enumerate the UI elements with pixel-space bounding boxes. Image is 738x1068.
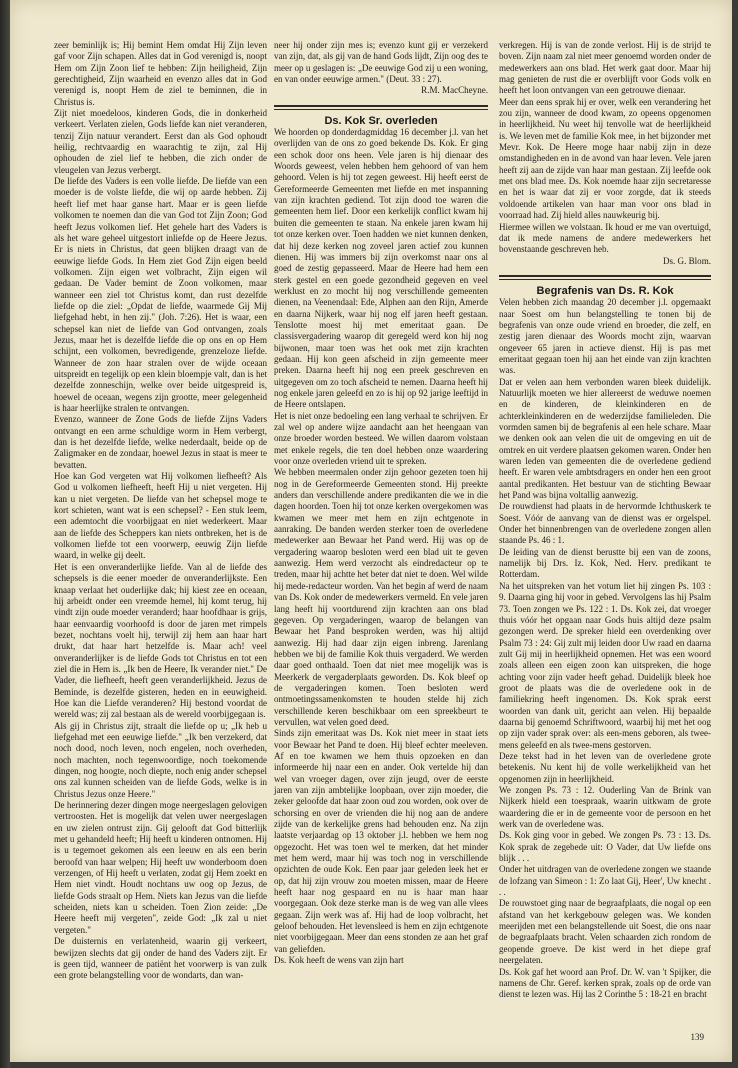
paragraph: Ds. Kok ging voor in gebed. We zongen Ps. 73 : 13. Ds. Kok sprak de zegebede uit: O Vader, dat Uw liefde ons blijk . . . [499, 830, 711, 864]
column-middle [274, 40, 488, 967]
column-middle-paragraphs [274, 127, 488, 966]
column-right-paragraphs [499, 297, 711, 1000]
section-divider [274, 105, 488, 107]
paragraph: De leiding van de dienst berustte bij een van de zoons, namelijk bij Drs. Iz. Kok, Ned. Herv. predikant te Rotterdam. [499, 546, 711, 580]
signature-blom: Ds. G. Blom. [662, 255, 711, 266]
paragraph: De liefde des Vaders is een volle liefde. De liefde van een moeder is de volste liefde, die wij op aarde hebben. Zij heeft lief met haar ganse hart. Maar er is geen liefde volkomen te noemen dan die van God tot Zijn Zoon; God heeft Jezus volkomen lief. Het gehele hart des Vaders is als het ware geheel uitgestort inliefde op de Heere Jezus. Er is niets in Christus, dat geen blijken draagt van de eeuwige liefde Gods. In Hem ziet God Zijn eigen beeld volkomen. Zijn eigen wet volbracht, Zijn eigen wil gedaan. De Vader bemint de Zoon volkomen, maar wanneer een ziel tot Christus komt, dan rust dezelfde liefde op die ziel: „Opdat de liefde, waarmede Gij Mij liefgehad hebt, in hen zij." (Joh. 7:26). Het is waar, een schepsel kan niet de liefde van God ontvangen, zoals Jezus, maar het is dezelfde liefde die op ons en op Hem schijnt, een volkomen, bevredigende, grenzeloze liefde. Wanneer de zon haar stralen over de wijde oceaan uitspreidt en tegelijk op een klein bloempje valt, dan is het dezelfde zonneschijn, welke over beide uitgespreid is, hoewel de oceaan, wegens zijn grootte, meer gelegenheid is haar heerlijke stralen te ontvangen. [54, 176, 267, 413]
paragraph: Dat er velen aan hem verbonden waren bleek duidelijk. Natuurlijk moeten we hier allereerst de weduwe noemen en de kinderen, de kleinkinderen en de achterkleinkinderen en de wederzijdse familieleden. Die vormden samen bij de begrafenis al een hele schare. Maar we denken ook aan velen die uit de omgeving en uit de omtrek en uit verdere plaatsen gekomen waren. Onder hen waren leden van gemeenten die de overledene gediend heeft. Er waren vele ambtsdragers en onder hen een groot aantal predikanten. Het bestuur van de stichting Bewaar het Pand was bijna voltallig aanwezig. [499, 376, 711, 501]
paragraph: zeer beminlijk is; Hij bemint Hem omdat Hij Zijn leven gaf voor Zijn schapen. Alles dat in God verenigd is, noopt Hem om Zijn Zoon lief te hebben: Zijn heiligheid, Zijn gerechtigheid, Zijn waarheid en evenzo alles dat in God verenigd is, noopt Hem de ziel te beminnen, die in Christus is. [54, 40, 267, 107]
paragraph: We zongen Ps. 73 : 12. Ouderling Van de Brink van Nijkerk hield een toespraak, waarin uitkwam de grote waardering die er in de gemeente voor de persoon en het werk van de overledene was. [499, 785, 711, 830]
section-divider [499, 275, 711, 277]
article-heading-begrafenis: Begrafenis van Ds. R. Kok [536, 284, 674, 297]
paragraph: Het is niet onze bedoeling een lang verhaal te schrijven. Er zal wel op andere wijze aandacht aan het heengaan van onze broeder worden besteed. We willen daarom volstaan met enkele regels, die ten doel hebben onze waardering voor onze overleden vriend uit te spreken. [274, 410, 488, 467]
magazine-page [10, 0, 732, 1062]
paragraph: We hoorden op donderdagmiddag 16 december j.l. van het overlijden van de ons zo goed bekende Ds. Kok. Er ging een schok door ons heen. Vele jaren is hij dienaar des Woords geweest, velen hebben hem gehoord of van hem gehoord. Velen is hij tot zegen geweest. Hij heeft eerst de Gereformeerde Gemeenten met liefde en met inspanning van zijn krachten gediend. Tot zijn dood toe waren die gemeenten hem lief. Door een kerkelijk conflict kwam hij buiten die gemeenten te staan. Na enkele jaren kwam hij tot onze kerken over. Toen hadden we niet kunnen denken, dat hij deze kerken nog zoveel jaren actief zou kunnen dienen. Hij was immers bij zijn overkomst naar ons al goed de zestig gepasseerd. Maar de Heere had hem een sterk gestel en een goede gezondheid gegeven en veel werklust en zo mocht hij nog verschillende gemeenten dienen, na Veenendaal: Ede, Alphen aan den Rijn, Amerde en daarna Nijkerk, waar hij nog elf jaren heeft gestaan. Tenslotte moest hij met emeritaat gaan. De classisvergadering waarop dit geregeld werd kon hij nog bijwonen, maar toen was het ook met zijn krachten gedaan. Hij kon geen afscheid in zijn gemeente meer preken. Daarna heeft hij nog een preek geschreven en uitgegeven om zo toch afscheid te nemen. Daarna heeft hij nog enkele jaren geleefd en zo is hij op 92 jarige leeftijd in de Heere ontslapen. [274, 127, 488, 410]
signature-maccheyne: R.M. MacCheyne. [421, 85, 488, 96]
column-left-paragraphs [54, 40, 267, 982]
paragraph: We hebben meermalen onder zijn gehoor gezeten toen hij nog in de Gereformeerde Gemeenten stond. Hij preekte anders dan verschillende andere predikanten die we in die dagen hoorden. Toen hij tot onze kerken overgekomen was kwamen we meer met hem en zijn echtgenote in aanraking. De banden werden sterker toen de overledene medewerker aan Bewaar het Pand werd. Hij was op de vergadering waarop besloten werd een blad uit te geven aanwezig. Hem werd verzocht als eindredacteur op te treden, maar hij achtte het beter dat niet te doen. Wel wilde hij mede-redacteur worden. Van het begin af werd de naam van Ds. Kok onder de medewerkers vermeld. En vele jaren lang heeft hij voortdurend zijn krachten aan ons blad gegeven. Op vergaderingen, waarop de belangen van Bewaar het Pand besproken werden, was hij altijd aanwezig. Hij had daar zijn eigen inbreng. Jarenlang hebben we bij de familie Kok thuis vergaderd. We werden daar goed onthaald. Toen dat niet mee mogelijk was is Meerkerk de vergaderplaats geworden. Ds. Kok bleef op de vergaderingen komen. Toen besloten werd ontmoetingssamenkomsten te houden stelde hij zich verschillende keren beschikbaar om een spreekbeurt te vervullen, wat velen goed deed. [274, 467, 488, 727]
column-right [499, 40, 711, 1001]
paragraph: verkregen. Hij is van de zonde verlost. Hij is de strijd te boven. Zijn naam zal niet meer genoemd worden onder de medewerkers aan ons blad. Het werk gaat door. Maar hij mag genieten de rust die er overblijft voor Gods volk en heeft het loon ontvangen van een getrouwe dienaar. [499, 40, 711, 96]
section-divider-thin [274, 109, 488, 110]
paragraph: De herinnering dezer dingen moge neergeslagen gelovigen vertroosten. Het is mogelijk dat velen uwer neergeslagen en uw zielen ontrust zijn. Gij gelooft dat God bitterlijk met u gehandeld heeft; Hij heeft u kinderen ontnomen. Hij is u tegemoet gekomen als een leeuw en als een berin beroofd van haar welpen; Hij heeft uw wonderboom doen verzengen, of Hij heeft u verlaten, zodat gij Hem zoekt en Hem niet vindt. Houdt nochtans uw oog op Jezus, de liefde Gods straalt op Hem. Niets kan Jezus van die liefde scheiden, niets kan u scheiden. Toen Zion zeide: „De Heere heeft mij vergeten", zeide God: „Ik zal u niet vergeten." [54, 800, 267, 935]
page-binding-edge [0, 0, 10, 1068]
column-left [54, 40, 267, 982]
paragraph: Deze tekst had in het leven van de overledene grote betekenis. Nu kent hij de volle werkelijkheid van het opgenomen zijn in heerlijkheid. [499, 750, 711, 784]
section-divider-thin [499, 279, 711, 280]
paragraph: Het is een onveranderlijke liefde. Van al de liefde des schepsels is die eener moeder de onveranderlijkste. Een knaap verlaat het ouderlijke dak; hij kiest zee en oceaan, hij arbeidt onder een vreemde hemel, hij komt terug, hij vindt zijn oude moeder veranderd; haar hoofdhaar is grijs, haar eenvaardig voorhoofd is door de jaren met rimpels bezet, nochtans voelt hij, terwijl zij hem aan haar hart drukt, dat haar hart hetzelfde is. Maar ach! veel onveranderlijker is de liefde Gods tot Christus en tot een ziel die in Hem is. „Ik ben de Heere, Ik verander niet." De Vader, die liefheeft, heeft geen veranderlijkheid. Jezus de Beminde, is dezelfde gisteren, heden en in eeuwigheid. Hoe kan die Liefde veranderen? Hij bestond voordat de wereld was; zij zal bestaan als de wereld voorbijgegaan is. [54, 561, 267, 720]
paragraph: Na het uitspreken van het votum liet hij zingen Ps. 103 : 9. Daarna ging hij voor in gebed. Vervolgens las hij Psalm 73. Toen zongen we Ps. 122 : 1. Ds. Kok zei, dat vroeger thuis vóór het opgaan naar Gods huis altijd deze psalm gezongen werd. De spreker hield een overdenking over Psalm 73 : 24: Gij zult mij leiden door Uw raad en daarna zult Gij mij in heerlijkheid opnemen. Het was een woord zoals alleen een eigen zoon kan uitspreken, die hoge achting voor zijn vader heeft gehad. Duidelijk bleek hoe groot de plaats was die de overledene ook in de familiekring heeft ingenomen. Ds. Kok sprak eerst woorden van dank uit, gericht aan velen. Hij bepaalde daarna bij genoemd Schriftwoord, waarbij hij met het oog op zijn vader sprak over: als een-mens geboren, als twee-mens geleefd en als twee-mens gestorven. [499, 580, 711, 750]
paragraph: De rouwstoet ging naar de begraafplaats, die nogal op een afstand van het kerkgebouw gelegen was. We konden meerijden met een belangstellende uit Soest, die ons naar de begraafplaats bracht. Velen schaarden zich rondom de geopende groeve. De kist werd in het diepe graf neergelaten. [499, 898, 711, 966]
paragraph: Ds. Kok gaf het woord aan Prof. Dr. W. van 't Spijker, die namens de Chr. Geref. kerken sprak, zoals op de orde van dienst te lezen was. Hij las 2 Corinthe 5 : 18-21 en bracht [499, 966, 711, 1000]
column-right-intro [499, 40, 711, 256]
paragraph: De duisternis en verlatenheid, waarin gij verkeert, bewijzen slechts dat gij onder de hand des Vaders zijt. Er is geen tijd, wanneer de patiënt het voorwerp is van zulk een grote belangstelling voor de wondarts, dan wan- [54, 936, 267, 981]
paragraph: De rouwdienst had plaats in de hervormde Ichthuskerk te Soest. Vóór de aanvang van de dienst was er orgelspel. Onder het binnenbrengen van de overledene zongen allen staande Ps. 46 : 1. [499, 501, 711, 546]
paragraph: Hoe kan God vergeten wat Hij volkomen liefheeft? Als God u volkomen liefheeft, heeft Hij u niet vergeten. Hij kan u niet vergeten. De liefde van het schepsel moge te kort schieten, want wat is een schepsel? - Een stuk leem, een ademtocht die voorbijgaat en niet wederkeert. Maar aan de liefde des Scheppers kan niets ontbreken, het is de volkomen liefde tot een voorwerp, eeuwig Zijn liefde waard, in welke gij deelt. [54, 471, 267, 561]
paragraph: Onder het uitdragen van de overledene zongen we staande de lofzang van Simeon : 1: Zo laat Gij, Heer', Uw knecht . . . [499, 864, 711, 898]
paragraph: Velen hebben zich maandag 20 december j.l. opgemaakt naar Soest om hun belangstelling te tonen bij de begrafenis van onze oude vriend en broeder, die zelf, en zestig jaren dienaar des Woords mocht zijn, waarvan ongeveer 65 jaren in actieve dienst. Hij is pas met emeritaat gegaan toen hij aan het einde van zijn krachten was. [499, 297, 711, 376]
paragraph: Hiermee willen we volstaan. Ik houd er me van overtuigd, dat ik mede namens de andere medewerkers het bovenstaande geschreven heb. [499, 221, 711, 255]
article-heading-overleden: Ds. Kok Sr. overleden [324, 114, 438, 127]
paragraph: Sinds zijn emeritaat was Ds. Kok niet meer in staat iets voor Bewaar het Pand te doen. Hij bleef echter meeleven. Af en toe kwamen we hem thuis opzoeken en dan informeerde hij naar een en ander. Ook vertelde hij dan wel van vroeger dagen, over zijn jeugd, over de eerste jaren van zijn ambtelijke loopbaan, over zijn moeder, die zeker geloofde dat haar zoon oud zou worden, ook over de schorsing en over de vrienden die hij nog aan de andere zijde van de kerkelijke grens had behouden enz. Na zijn laatste verjaardag op 13 oktober j.l. hebben we hem nog opgezocht. Het was toen wel te merken, dat het minder met hem werd, maar hij was toch nog in verschillende opzichten de oude Kok. Een paar jaar geleden leek het er op, dat hij zijn vrouw zou moeten missen, maar de Heere heeft haar nog gespaard en nu is haar man haar voorgegaan. Ook deze sterke man is de weg van alle vlees gegaan. Zijn werk was af. Hij had de loop volbracht, het geloof behouden. Het levensleed is hem en zijn echtgenote niet voorbijgegaan. Meer dan eens stonden ze aan het graf van geliefden. [274, 728, 488, 954]
paragraph: Als gij in Christus zijt, straalt die liefde op u; „Ik heb u liefgehad met een eeuwige liefde." „Ik ben verzekerd, dat noch dood, noch leven, noch engelen, noch overheden, noch machten, noch tegenwoordige, noch toekomende dingen, nog hoogte, noch diepte, noch enig ander schepsel ons zal kunnen scheiden van de liefde Gods, welke is in Christus Jezus onze Heere." [54, 720, 267, 799]
paragraph: Meer dan eens sprak hij er over, welk een verandering het zou zijn, wanneer de dood kwam, zo opeens opgenomen in heerlijkheid. Nu weet hij tenvolle wat de heerlijkheid is. We leven met de familie Kok mee, in het bijzonder met Mevr. Kok. De Heere moge haar nabij zijn in deze omstandigheden en in de avond van haar leven. Vele jaren heeft zij aan de zijde van haar man gestaan. Zij leefde ook met ons blad mee. Ds. Kok noemde haar zijn secretaresse en het is waar dat zij er voor zorgde, dat ik steeds voldoende artikelen van haar man voor ons blad in voorraad had. Zij hield alles nauwkeurig bij. [499, 96, 711, 221]
paragraph: Zijt niet moedeloos, kinderen Gods, die in donkerheid verkeert. Verlaten zielen, Gods liefde kan niet veranderen, tenzij Zijn natuur verandert. Eerst dan als God ophoudt heilig, rechtvaardig en waarachtig te zijn, zal Hij ophouden de ziel lief te hebben, die zich onder de vleugelen van Jezus verbergt. [54, 108, 267, 175]
paragraph: Evenzo, wanneer de Zone Gods de liefde Zijns Vaders ontvangt en een arme schuldige worm in Hem verbergt, dan is het dezelfde liefde, welke nederdaalt, beide op de Zaligmaker en de zondaar, hoewel Jezus in staat is meer te bevatten. [54, 414, 267, 470]
column-middle-intro [274, 40, 488, 85]
paragraph: neer hij onder zijn mes is; evenzo kunt gij er verzekerd van zijn, dat, als gij van de hand Gods lijdt, Zijn oog des te meer op u geslagen is: „De eeuwige God zij u een woning, en van onder eeuwige armen." (Deut. 33 : 27). [274, 40, 488, 85]
page-number: 139 [690, 1032, 704, 1042]
paragraph: Ds. Kok heeft de wens van zijn hart [274, 955, 404, 966]
